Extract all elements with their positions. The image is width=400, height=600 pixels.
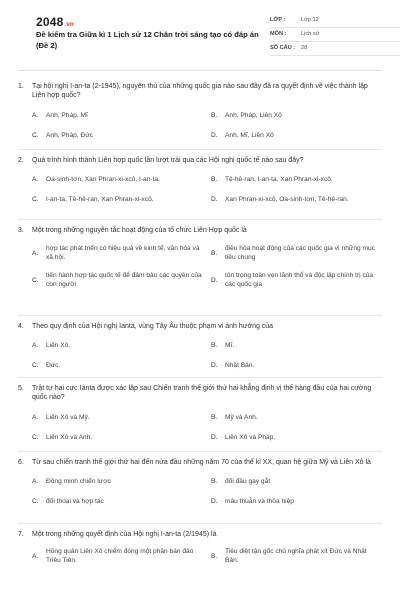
option-b[interactable] xyxy=(211,548,382,566)
option-b[interactable] xyxy=(211,414,382,423)
question-item xyxy=(18,378,382,452)
option-letter: D. xyxy=(211,362,218,370)
question-number: 1. xyxy=(18,83,24,90)
meta-row-mon xyxy=(270,28,400,42)
options-grid xyxy=(18,414,382,443)
option-text: Đồng minh chiến lược xyxy=(46,478,111,486)
question-body: Từ sau chiến tranh thế giới thứ hai đến nửa đầu những năm 70 của thế kỉ XX, quan hệ giữa Mỹ và Liên Xô là xyxy=(32,459,371,466)
option-text: mâu thuẫn và thỏa hiệp xyxy=(225,498,294,506)
option-b[interactable] xyxy=(211,342,382,351)
option-d[interactable] xyxy=(211,362,382,371)
option-c[interactable] xyxy=(32,272,203,290)
meta-table xyxy=(270,14,400,56)
option-text: Nhật Bản. xyxy=(225,362,255,370)
meta-row-socau xyxy=(270,42,400,56)
option-a[interactable] xyxy=(32,245,203,263)
option-b[interactable] xyxy=(211,112,382,121)
option-letter: C. xyxy=(32,433,39,441)
option-letter: D. xyxy=(211,131,218,139)
option-text: Hồng quân Liên Xô chiếm đóng một phần bán đảo Triều Tiên. xyxy=(46,548,194,565)
option-letter: A. xyxy=(32,552,39,560)
options-grid xyxy=(18,548,382,566)
option-c[interactable] xyxy=(32,132,203,141)
question-text xyxy=(18,220,382,235)
option-letter: B. xyxy=(211,478,218,486)
question-text xyxy=(18,76,382,101)
option-text: Xan Phran-xi-xcô, Oa-sinh-tơn, Tê-hê-ran. xyxy=(225,196,349,204)
option-letter: C. xyxy=(32,131,39,139)
option-text: Oa-sinh-tơn, Xan Phran-xi-xcô, I-an-ta. xyxy=(46,176,160,184)
option-b[interactable] xyxy=(211,478,382,487)
option-text: Liên Xô và Pháp. xyxy=(225,433,276,441)
question-text xyxy=(18,452,382,467)
meta-label: LỚP : xyxy=(270,16,286,23)
question-item xyxy=(18,220,382,316)
question-list xyxy=(18,76,382,584)
option-text: hợp tác phát triển có hiệu quả về kinh tế, văn hóa và xã hội. xyxy=(46,245,200,262)
meta-label: SỐ CÂU : xyxy=(270,44,296,51)
option-letter: A. xyxy=(32,342,39,350)
options-grid xyxy=(18,342,382,371)
option-text: Đức. xyxy=(46,362,61,370)
question-number: 6. xyxy=(18,459,24,466)
option-text: Anh, Pháp, Liên Xô xyxy=(225,111,282,119)
options-grid xyxy=(18,245,382,290)
meta-value: Lớp 12 xyxy=(301,16,319,23)
option-b[interactable] xyxy=(211,245,382,263)
question-body: Tại hội nghị I-an-ta (2-1945), nguyên thủ của những quốc gia nào sau đây đã ra quyết định về việc thành lập Liên hợp quốc? xyxy=(32,83,368,100)
option-a[interactable] xyxy=(32,414,203,423)
question-number: 5. xyxy=(18,385,24,392)
option-letter: A. xyxy=(32,111,39,119)
option-a[interactable] xyxy=(32,176,203,185)
option-letter: B. xyxy=(211,413,218,421)
option-letter: B. xyxy=(211,249,218,257)
option-a[interactable] xyxy=(32,112,203,121)
option-letter: D. xyxy=(211,276,218,284)
option-text: tôn trọng toàn vẹn lãnh thổ và độc lập chính trị của các quốc gia xyxy=(225,272,374,289)
option-d[interactable] xyxy=(211,196,382,205)
question-number: 7. xyxy=(18,531,24,538)
question-number: 2. xyxy=(18,157,24,164)
meta-row-lop xyxy=(270,14,400,28)
option-text: Anh, Mĩ, Liên Xô xyxy=(225,131,274,139)
header xyxy=(18,0,382,68)
option-letter: B. xyxy=(211,111,218,119)
question-text xyxy=(18,150,382,165)
option-letter: C. xyxy=(32,362,39,370)
option-c[interactable] xyxy=(32,498,203,507)
option-text: đối đầu gay gắt xyxy=(225,478,271,486)
question-body: Một trong những quyết định của Hội nghị I-an-ta (2/1945) là xyxy=(32,531,217,538)
option-b[interactable] xyxy=(211,176,382,185)
question-text xyxy=(18,378,382,403)
option-a[interactable] xyxy=(32,548,203,566)
option-text: Mỹ và Anh. xyxy=(225,413,258,421)
option-c[interactable] xyxy=(32,434,203,443)
page-title: Đề kiểm tra Giữa kì 1 Lịch sử 12 Chân trời sáng tạo có đáp án (Đề 2) xyxy=(36,30,259,50)
option-d[interactable] xyxy=(211,272,382,290)
option-letter: B. xyxy=(211,176,218,184)
option-d[interactable] xyxy=(211,498,382,507)
site-logo[interactable] xyxy=(36,14,74,30)
header-divider xyxy=(18,70,382,71)
option-text: Liên Xô. xyxy=(46,342,71,350)
logo-suffix: .vn xyxy=(64,22,74,28)
option-text: đối thoại và hợp tác xyxy=(46,498,104,506)
option-letter: A. xyxy=(32,249,39,257)
question-item xyxy=(18,524,382,584)
question-body: Theo quy định của Hội nghị Ianta, vùng Tây Âu thuộc phạm vi ảnh hưởng của xyxy=(32,323,274,330)
option-letter: B. xyxy=(211,552,218,560)
option-letter: D. xyxy=(211,498,218,506)
option-text: Anh, Pháp, Đức xyxy=(46,131,93,139)
options-grid xyxy=(18,112,382,141)
meta-label: MÔN : xyxy=(270,30,287,37)
option-letter: A. xyxy=(32,478,39,486)
question-item xyxy=(18,452,382,524)
question-number: 4. xyxy=(18,323,24,330)
question-text xyxy=(18,524,382,539)
option-letter: C. xyxy=(32,276,39,284)
option-text: Anh, Pháp, Mĩ xyxy=(46,111,88,119)
question-body: Trật tự hai cực Ianta được xác lập sau Chiến tranh thế giới thứ hai khẳng định vị thế hàng đầu của hai cường quốc nào? xyxy=(32,385,372,402)
option-text: tiến hành hợp tác quốc tế để đảm bảo các quyền của con người xyxy=(46,272,202,289)
meta-value: 28 xyxy=(301,44,308,51)
option-d[interactable] xyxy=(211,434,382,443)
options-grid xyxy=(18,478,382,507)
option-text: Mĩ. xyxy=(225,342,235,350)
question-text xyxy=(18,316,382,331)
option-letter: B. xyxy=(211,342,218,350)
option-text: Liên Xô và Anh. xyxy=(46,433,93,441)
option-letter: D. xyxy=(211,433,218,441)
option-text: I-an-ta, Tê-hê-ran, Xan Phran-xi-xcô. xyxy=(46,196,154,204)
question-item xyxy=(18,150,382,220)
option-c[interactable] xyxy=(32,362,203,371)
meta-value: Lịch sử xyxy=(301,30,320,37)
option-text: điều hòa hoạt động của các quốc gia vì những mục tiêu chung xyxy=(225,245,375,262)
option-letter: C. xyxy=(32,498,39,506)
option-a[interactable] xyxy=(32,478,203,487)
option-a[interactable] xyxy=(32,342,203,351)
option-letter: C. xyxy=(32,196,39,204)
question-body: Quá trình hình thành Liên hợp quốc lần lượt trải qua các Hội nghị quốc tế nào sau đây? xyxy=(32,157,304,164)
option-c[interactable] xyxy=(32,196,203,205)
option-d[interactable] xyxy=(211,132,382,141)
option-letter: D. xyxy=(211,196,218,204)
question-item xyxy=(18,76,382,150)
question-body: Một trong những nguyên tắc hoạt động của tổ chức Liên Hợp quốc là xyxy=(32,227,247,234)
option-text: Liên Xô và Mỹ. xyxy=(46,413,90,421)
logo-text: 2048 xyxy=(36,15,64,29)
question-item xyxy=(18,316,382,378)
option-text: Tê-hê-ran, I-an-ta, Xan Phran-xi-xcô. xyxy=(225,176,333,184)
option-letter: A. xyxy=(32,176,39,184)
question-number: 3. xyxy=(18,227,24,234)
options-grid xyxy=(18,176,382,205)
option-text: Tiêu diệt tận gốc chủ nghĩa phát xít Đức và Nhật Bản. xyxy=(225,548,367,565)
option-letter: A. xyxy=(32,413,39,421)
